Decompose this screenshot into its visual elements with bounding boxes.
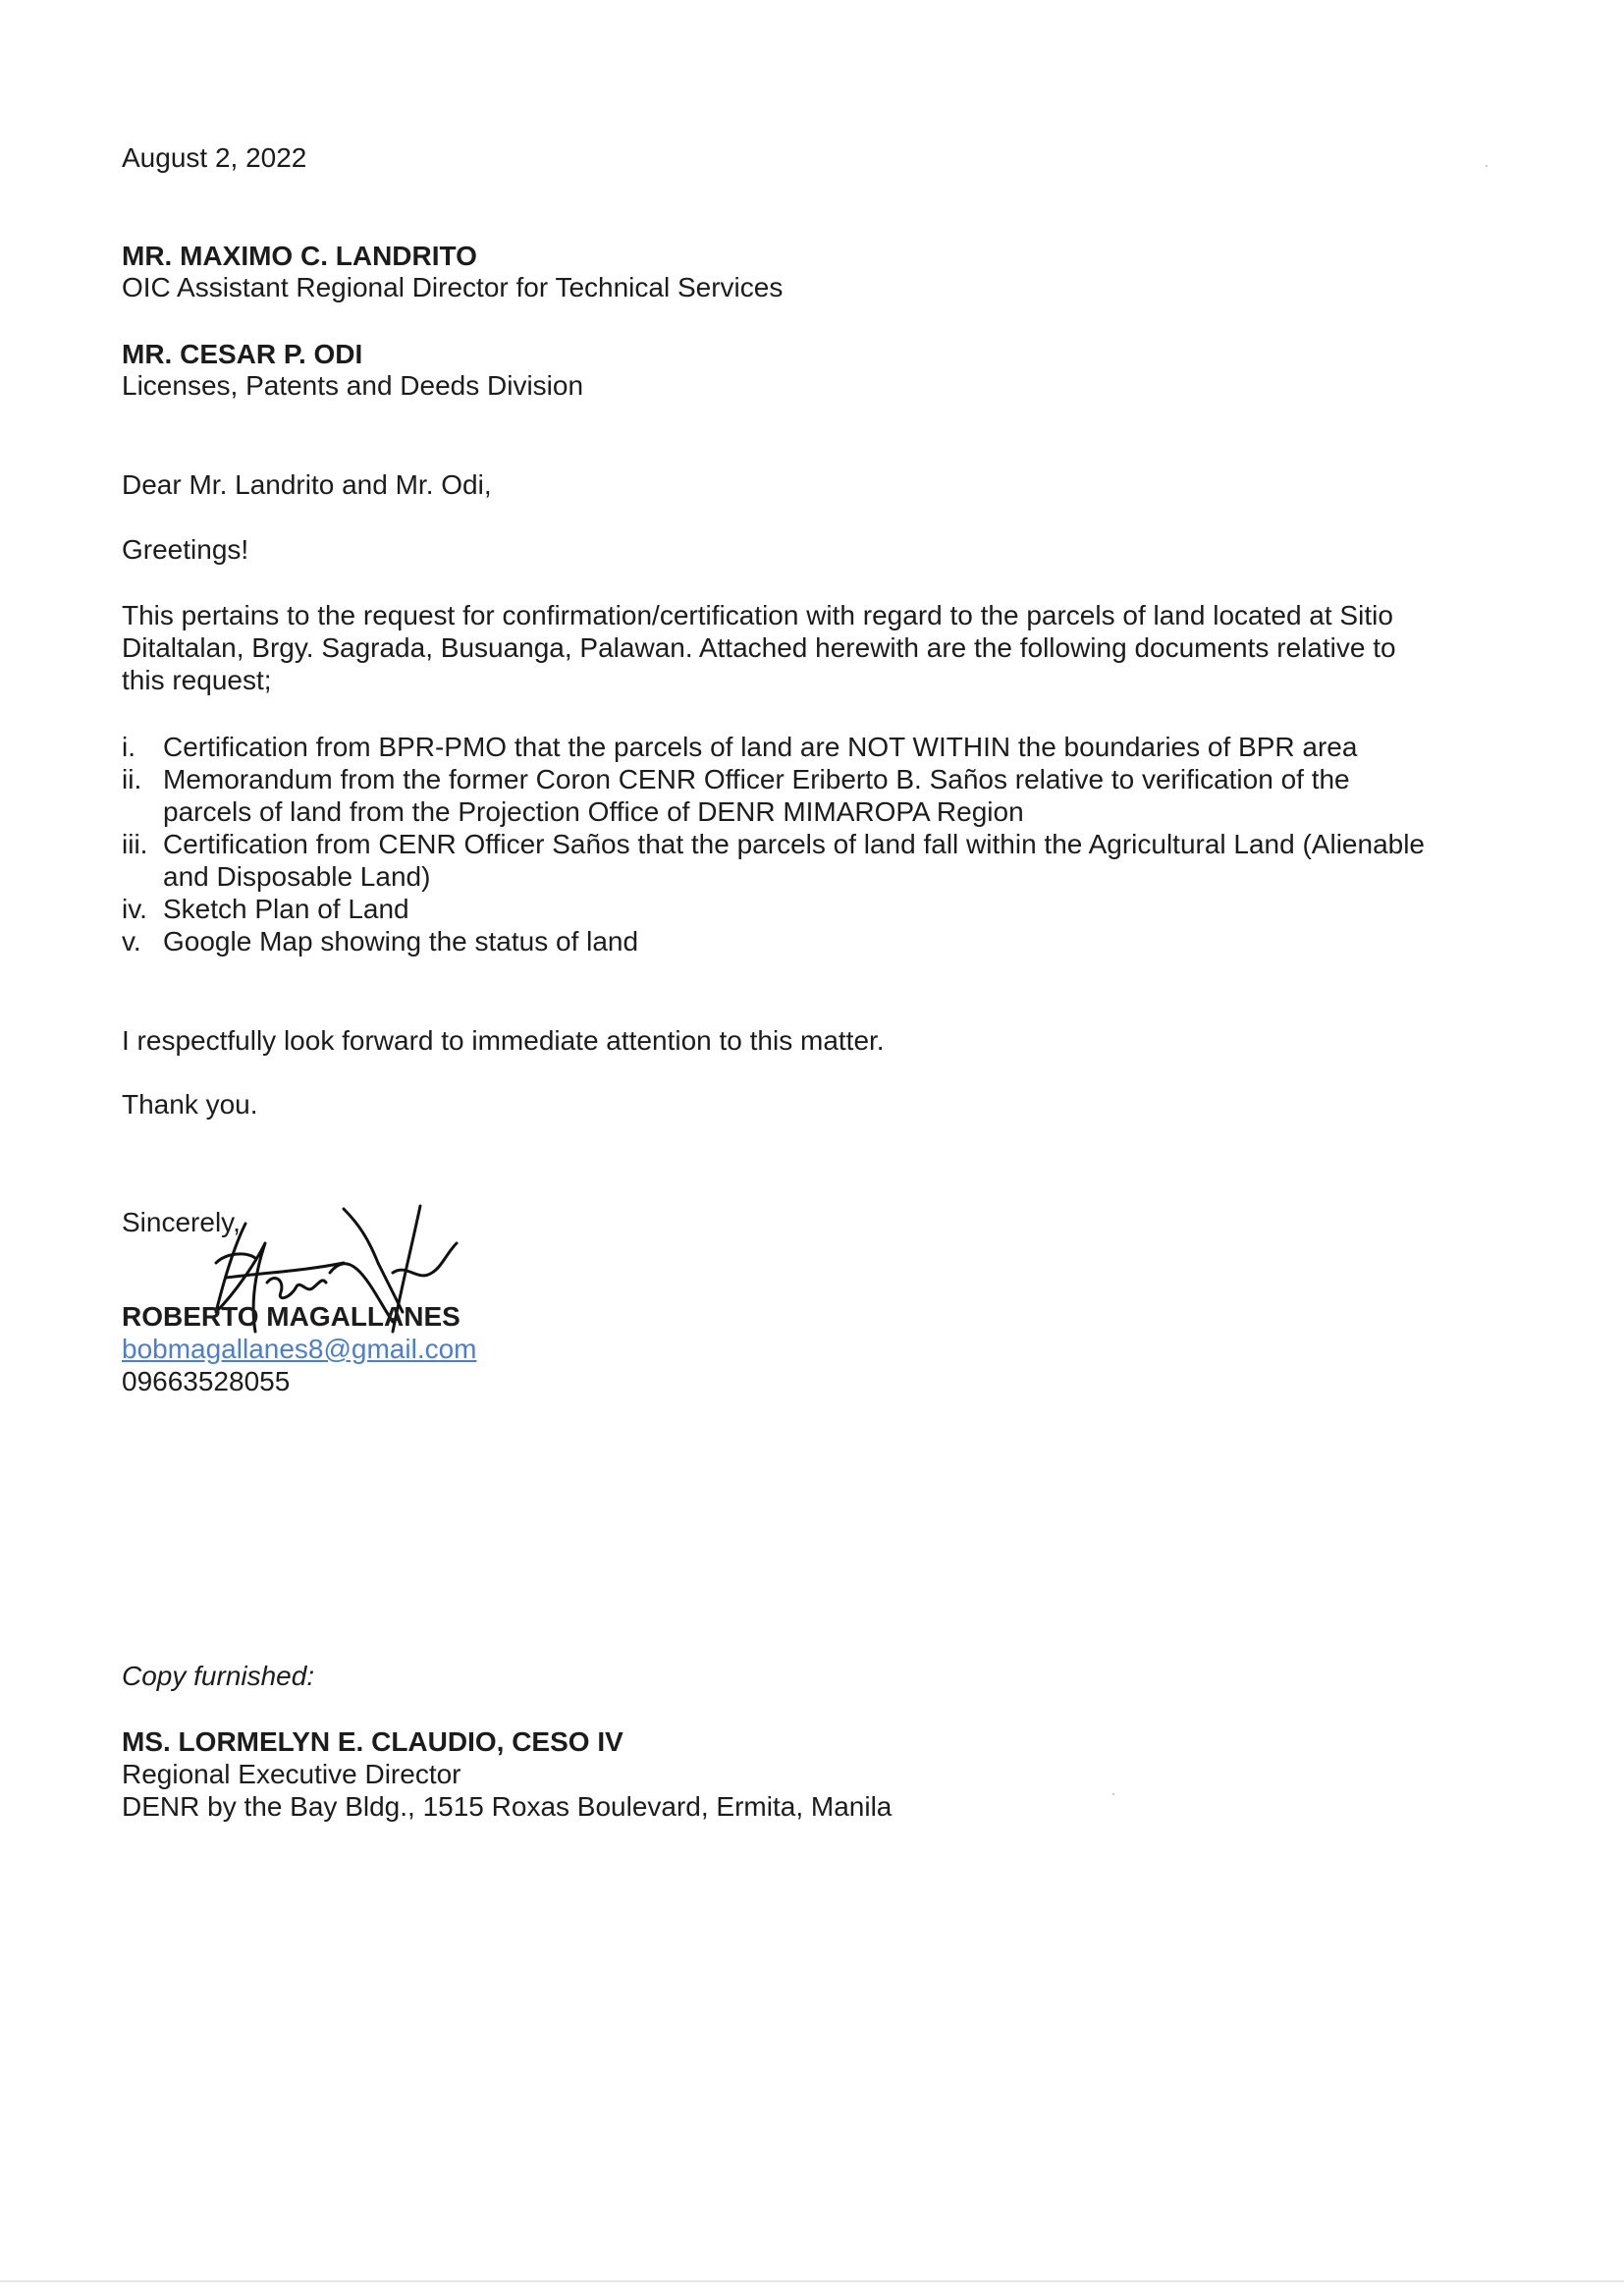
scan-edge — [0, 2280, 1624, 2282]
attachment-item — [122, 925, 1437, 957]
recipient-1-title: OIC Assistant Regional Director for Technical Services — [122, 272, 784, 302]
intro-paragraph: This pertains to the request for confirmation/certification with regard to the parcels of land located at Sitio Ditaltalan, Brgy. Sagrada, Busuanga, Palawan. Attached herewith are the following documents relative to this request; — [122, 600, 1396, 695]
attachment-item — [122, 828, 1437, 893]
cc-address: DENR by the Bay Bldg., 1515 Roxas Boulevard, Ermita, Manila — [122, 1791, 893, 1822]
scan-speck — [1486, 165, 1488, 167]
attachment-list — [122, 731, 1437, 957]
attachment-number: ii. — [122, 764, 142, 794]
attachment-number: v. — [122, 926, 141, 957]
greeting: Greetings! — [122, 534, 249, 565]
sender-phone: 09663528055 — [122, 1366, 291, 1396]
sign-off: Sincerely, — [122, 1207, 241, 1237]
attachment-item — [122, 893, 1437, 925]
recipient-1-name: MR. MAXIMO C. LANDRITO — [122, 241, 477, 271]
letter-date: August 2, 2022 — [122, 142, 307, 173]
cc-name: MS. LORMELYN E. CLAUDIO, CESO IV — [122, 1726, 623, 1757]
closing-request: I respectfully look forward to immediate attention to this matter. — [122, 1025, 885, 1056]
thanks: Thank you. — [122, 1089, 258, 1120]
attachment-text: Certification from CENR Officer Saños that the parcels of land fall within the Agricultural Land (Alienable and Disposable Land) — [163, 829, 1426, 892]
attachment-text: Memorandum from the former Coron CENR Officer Eriberto B. Saños relative to verification of the parcels of land from the Projection Office of DENR MIMAROPA Region — [163, 764, 1350, 827]
attachment-item — [122, 763, 1437, 828]
attachment-number: iii. — [122, 829, 148, 859]
sender-email-link[interactable]: bobmagallanes8@gmail.com — [122, 1334, 477, 1364]
cc-title: Regional Executive Director — [122, 1759, 461, 1789]
copy-furnished-label: Copy furnished: — [122, 1661, 315, 1691]
attachment-item — [122, 731, 1437, 763]
salutation: Dear Mr. Landrito and Mr. Odi, — [122, 469, 492, 500]
attachment-number: i. — [122, 732, 135, 762]
attachment-number: iv. — [122, 894, 147, 924]
attachment-text: Certification from BPR-PMO that the parcels of land are NOT WITHIN the boundaries of BPR area — [163, 732, 1358, 762]
attachment-text: Google Map showing the status of land — [163, 926, 639, 957]
scan-speck — [1112, 1793, 1114, 1795]
recipient-2-title: Licenses, Patents and Deeds Division — [122, 370, 584, 401]
attachment-text: Sketch Plan of Land — [163, 894, 409, 924]
recipient-2-name: MR. CESAR P. ODI — [122, 339, 363, 369]
sender-name: ROBERTO MAGALLANES — [122, 1301, 460, 1332]
